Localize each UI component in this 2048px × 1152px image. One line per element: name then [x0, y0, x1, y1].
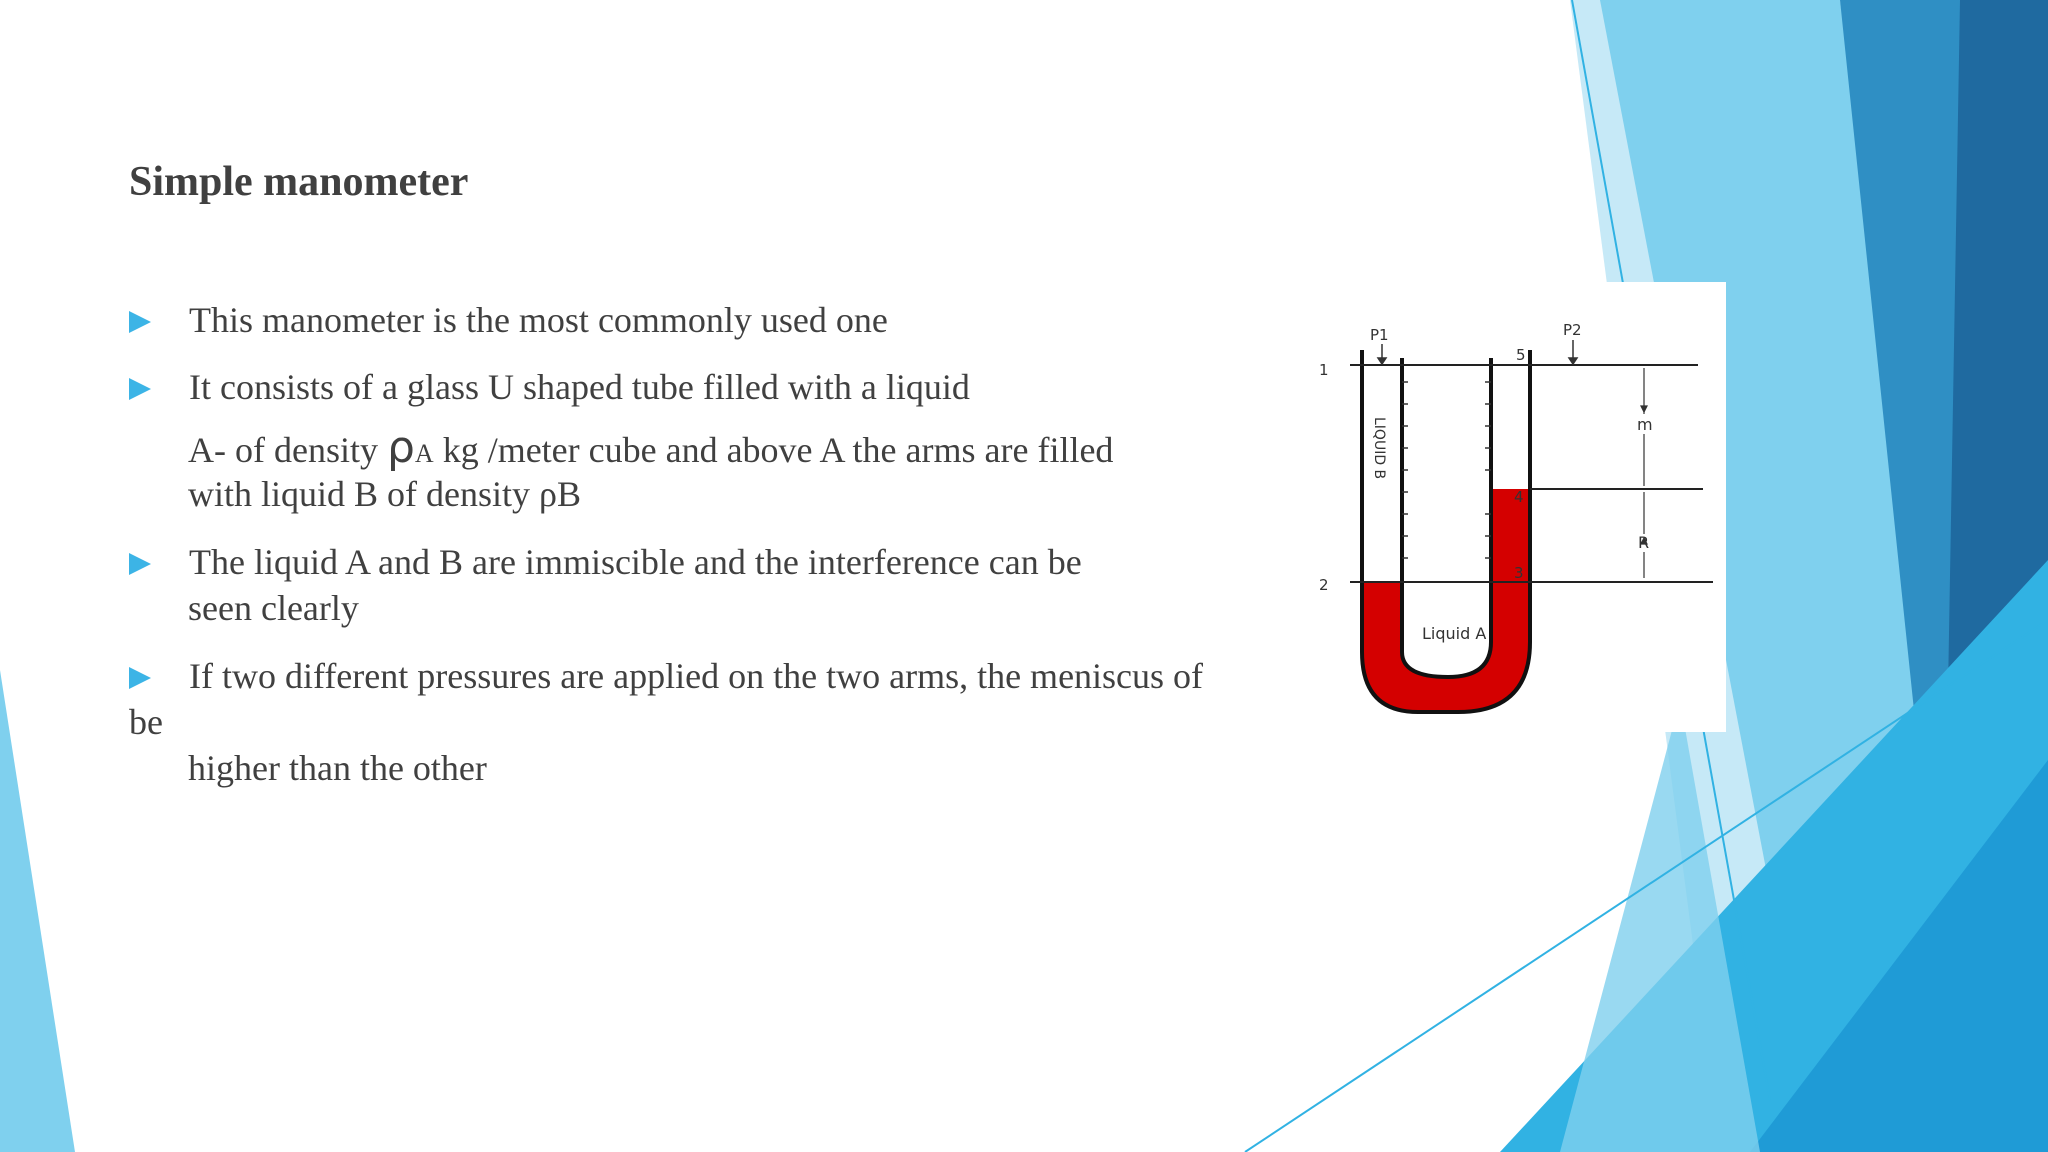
- label-p1: P1: [1370, 326, 1389, 344]
- label-5: 5: [1516, 346, 1526, 364]
- label-liquid-a: Liquid A: [1422, 624, 1487, 643]
- rho-symbol: ρ: [386, 422, 415, 473]
- bullet-4-line-2: be: [129, 702, 163, 742]
- bullet-arrow-icon: [129, 553, 151, 575]
- bullet-arrow-icon: [129, 311, 151, 333]
- bullet-3-text: The liquid A and B are immiscible and the interference can be: [189, 542, 1082, 582]
- label-p2: P2: [1563, 321, 1582, 339]
- bullet-1-text: This manometer is the most commonly used one: [189, 300, 888, 340]
- bullet-2-line-2: with liquid B of density ρB: [188, 474, 581, 514]
- density-prefix: A- of density: [188, 430, 387, 470]
- density-suffix: kg /meter cube and above A the arms are filled: [433, 430, 1114, 470]
- bullet-2-density-line: [188, 422, 1114, 473]
- manometer-diagram: [1298, 282, 1726, 732]
- label-4: 4: [1514, 488, 1524, 506]
- bullet-arrow-icon: [129, 378, 151, 400]
- label-2: 2: [1319, 576, 1329, 594]
- bullet-4-line-3: higher than the other: [188, 748, 487, 788]
- bullet-3-line-2: seen clearly: [188, 588, 359, 628]
- label-m: m: [1637, 415, 1653, 434]
- label-r: R: [1638, 533, 1650, 552]
- rho-subscript: A: [414, 439, 434, 468]
- label-3: 3: [1514, 564, 1524, 582]
- slide-title: Simple manometer: [129, 159, 469, 205]
- bullet-4-text: If two different pressures are applied on the two arms, the meniscus of: [189, 656, 1204, 696]
- label-liquid-b: LIQUID B: [1371, 417, 1387, 480]
- label-1: 1: [1319, 361, 1329, 379]
- bullet-arrow-icon: [129, 667, 151, 689]
- bullet-2-text: It consists of a glass U shaped tube filled with a liquid: [189, 367, 970, 407]
